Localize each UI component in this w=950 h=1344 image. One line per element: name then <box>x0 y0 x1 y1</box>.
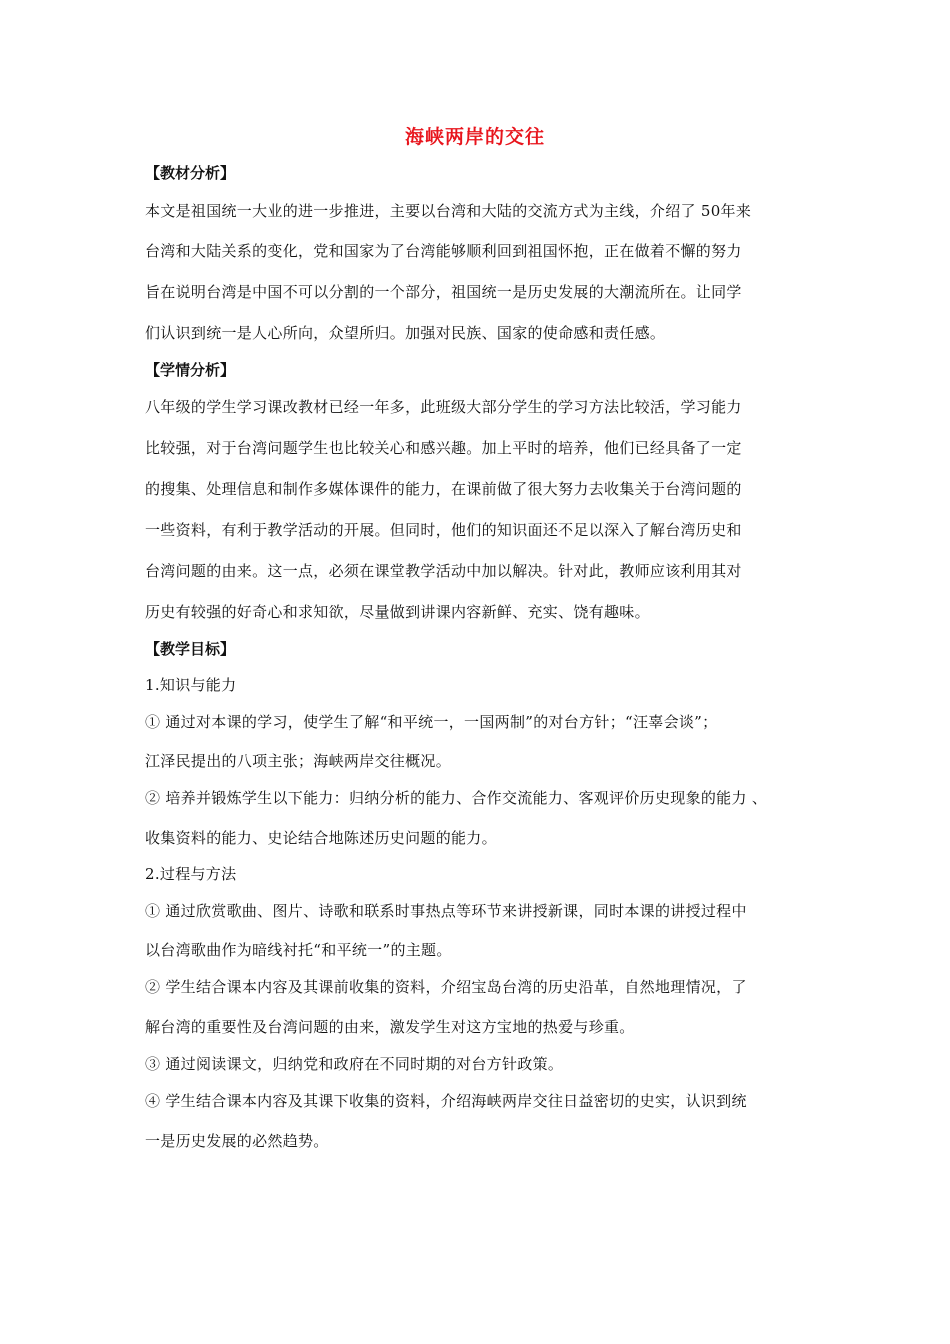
paragraph-line: 一些资料，有利于教学活动的开展。但同时，他们的知识面还不足以深入了解台湾历史和 <box>145 521 742 539</box>
paragraph-line: ④ 学生结合课本内容及其课下收集的资料，介绍海峡两岸交往日益密切的史实，认识到统 <box>145 1092 747 1110</box>
subheading-knowledge-ability: 1.知识与能力 <box>145 676 237 694</box>
subheading-process-method: 2.过程与方法 <box>145 865 237 883</box>
paragraph-line: 本文是祖国统一大业的进一步推进，主要以台湾和大陆的交流方式为主线，介绍了 50年来 <box>145 202 752 220</box>
paragraph-line: ① 通过欣赏歌曲、图片、诗歌和联系时事热点等环节来讲授新课，同时本课的讲授过程中 <box>145 902 747 920</box>
paragraph-line: 旨在说明台湾是中国不可以分割的一个部分，祖国统一是历史发展的大潮流所在。让同学 <box>145 283 742 301</box>
paragraph-line: 江泽民提出的八项主张；海峡两岸交往概况。 <box>145 752 452 770</box>
paragraph-line: 的搜集、处理信息和制作多媒体课件的能力，在课前做了很大努力去收集关于台湾问题的 <box>145 480 742 498</box>
paragraph-line: ③ 通过阅读课文，归纳党和政府在不同时期的对台方针政策。 <box>145 1055 564 1073</box>
paragraph-line: 八年级的学生学习课改教材已经一年多，此班级大部分学生的学习方法比较活，学习能力 <box>145 398 742 416</box>
paragraph-line: 历史有较强的好奇心和求知欲，尽量做到讲课内容新鲜、充实、饶有趣味。 <box>145 603 650 621</box>
section-heading-teaching-goals: 【教学目标】 <box>145 640 236 658</box>
document-title: 海峡两岸的交往 <box>404 126 545 148</box>
paragraph-line: 们认识到统一是人心所向，众望所归。加强对民族、国家的使命感和责任感。 <box>145 324 666 342</box>
section-heading-student-analysis: 【学情分析】 <box>145 361 236 379</box>
paragraph-line: ② 培养并锻炼学生以下能力：归纳分析的能力、合作交流能力、客观评价历史现象的能力 、 <box>145 789 768 807</box>
paragraph-line: 解台湾的重要性及台湾问题的由来，激发学生对这方宝地的热爱与珍重。 <box>145 1018 635 1036</box>
paragraph-line: 以台湾歌曲作为暗线衬托“和平统一”的主题。 <box>145 941 452 959</box>
paragraph-line: 一是历史发展的必然趋势。 <box>145 1132 329 1150</box>
paragraph-line: ② 学生结合课本内容及其课前收集的资料，介绍宝岛台湾的历史沿革，自然地理情况，了 <box>145 978 747 996</box>
section-heading-textbook-analysis: 【教材分析】 <box>145 164 236 182</box>
paragraph-line: ① 通过对本课的学习，使学生了解“和平统一，一国两制”的对台方针；“汪辜会谈”； <box>145 713 718 731</box>
paragraph-line: 收集资料的能力、史论结合地陈述历史问题的能力。 <box>145 829 497 847</box>
paragraph-line: 比较强，对于台湾问题学生也比较关心和感兴趣。加上平时的培养，他们已经具备了一定 <box>145 439 742 457</box>
paragraph-line: 台湾和大陆关系的变化，党和国家为了台湾能够顺利回到祖国怀抱，正在做着不懈的努力 <box>145 242 742 260</box>
paragraph-line: 台湾问题的由来。这一点，必须在课堂教学活动中加以解决。针对此，教师应该利用其对 <box>145 562 742 580</box>
